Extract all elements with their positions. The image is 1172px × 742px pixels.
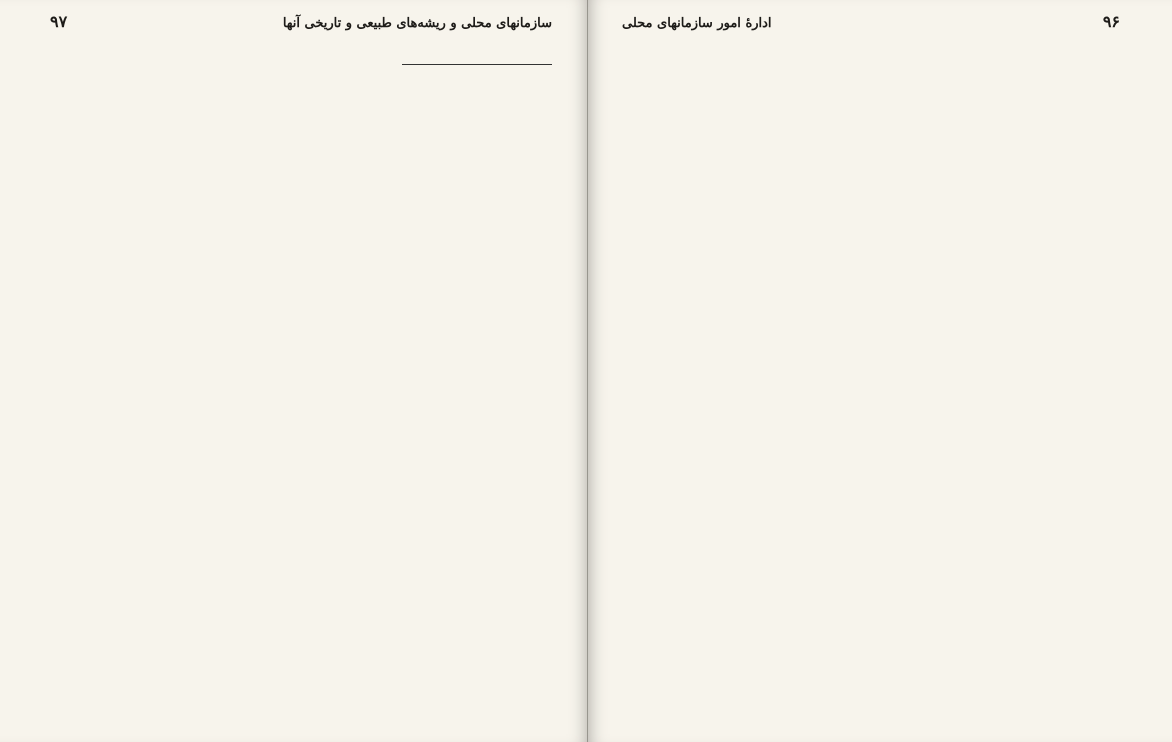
footnote-rule [402, 64, 552, 65]
left-text-block [50, 46, 552, 83]
right-running-title: ادارهٔ امور سازمانهای محلی [622, 16, 772, 31]
left-running-head [50, 12, 552, 36]
paragraph-separator [50, 46, 552, 54]
left-running-title: سازمانهای محلی و ریشه‌های طبیعی و تاریخی آنها [282, 16, 552, 31]
right-running-head [622, 12, 1120, 36]
left-page-number: ۹۷ [50, 12, 68, 31]
left-footnote [50, 69, 552, 83]
right-page-number: ۹۶ [1102, 12, 1120, 31]
paragraph-separator [622, 46, 1120, 54]
right-text-block [622, 46, 1120, 54]
right-page [588, 0, 1172, 742]
